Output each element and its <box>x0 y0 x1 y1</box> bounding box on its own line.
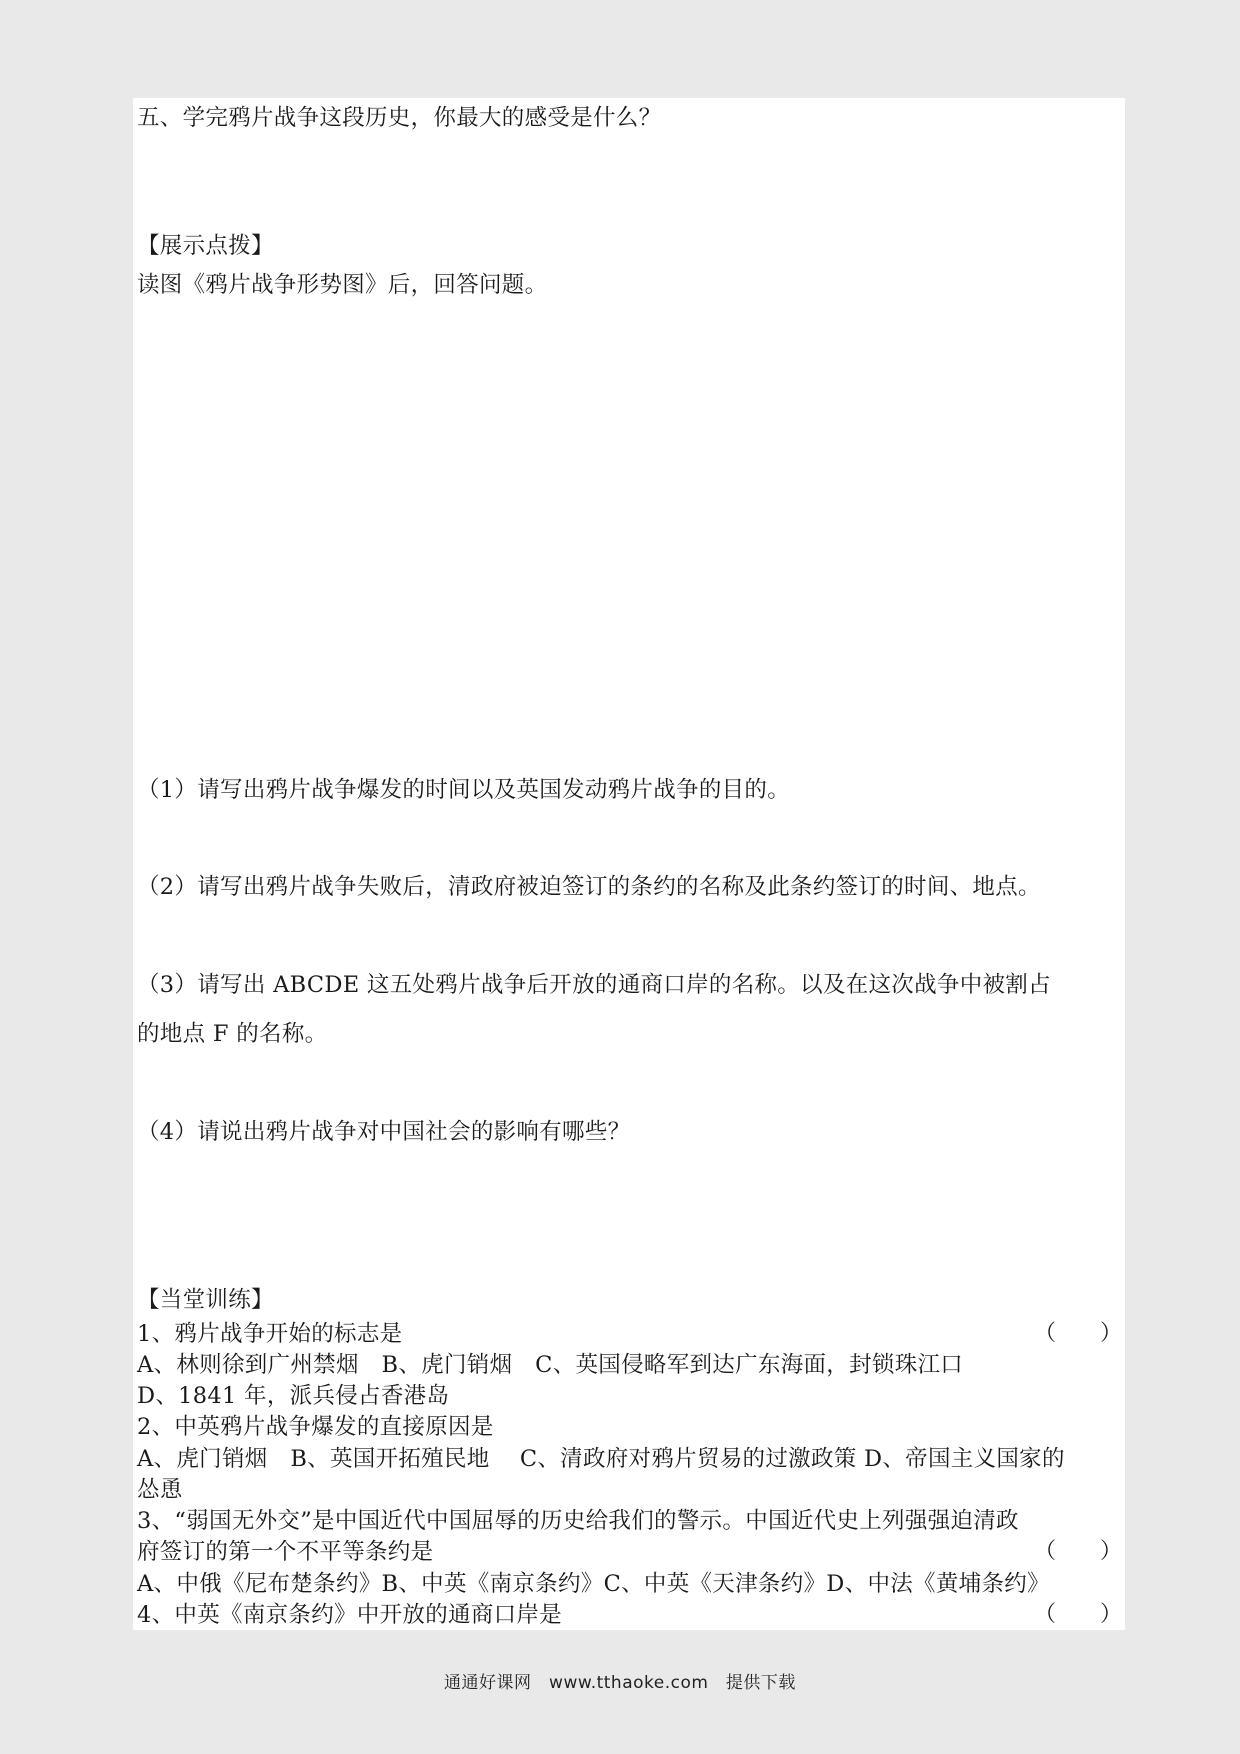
practice-item-3-options: A、中俄《尼布楚条约》B、中英《南京条约》C、中英《天津条约》D、中法《黄埔条约》 <box>137 1571 1050 1597</box>
practice-item-2-options: A、虎门销烟 B、英国开拓殖民地 C、清政府对鸦片贸易的过激政策 D、帝国主义国家的 <box>137 1446 1065 1472</box>
practice-item-1-options: A、林则徐到广州禁烟 B、虎门销烟 C、英国侵略军到达广东海面，封锁珠江口 <box>137 1352 964 1378</box>
map-question-2: （2）请写出鸦片战争失败后，清政府被迫签订的条约的名称及此条约签订的时间、地点。 <box>137 874 1041 900</box>
practice-item-2-options-2: 怂恿 <box>137 1477 183 1503</box>
map-question-3-line-2: 的地点 F 的名称。 <box>137 1021 328 1047</box>
practice-item-4-blank: （ ） <box>1034 1602 1123 1627</box>
practice-item-3-stem-2: 府签订的第一个不平等条约是 <box>137 1539 434 1565</box>
display-heading: 【展示点拨】 <box>137 233 274 259</box>
practice-item-1-stem: 1、鸦片战争开始的标志是 <box>137 1321 403 1347</box>
practice-item-3-stem-1: 3、“弱国无外交”是中国近代中国屈辱的历史给我们的警示。中国近代史上列强强迫清政 <box>137 1508 1019 1534</box>
practice-item-3-blank: （ ） <box>1034 1539 1123 1564</box>
practice-item-2-stem: 2、中英鸦片战争爆发的直接原因是 <box>137 1414 494 1440</box>
page-footer: 通通好课网 www.tthaoke.com 提供下载 <box>444 1673 796 1693</box>
practice-item-1-blank: （ ） <box>1034 1321 1123 1346</box>
practice-item-1-options-2: D、1841 年，派兵侵占香港岛 <box>137 1383 450 1409</box>
map-intro: 读图《鸦片战争形势图》后，回答问题。 <box>137 272 548 298</box>
practice-heading: 【当堂训练】 <box>137 1287 274 1313</box>
question-five: 五、学完鸦片战争这段历史，你最大的感受是什么？ <box>137 105 662 131</box>
map-question-4: （4）请说出鸦片战争对中国社会的影响有哪些？ <box>137 1119 631 1145</box>
map-question-3-line-1: （3）请写出 ABCDE 这五处鸦片战争后开放的通商口岸的名称。以及在这次战争中被割占 <box>137 972 1051 998</box>
practice-item-4-stem: 4、中英《南京条约》中开放的通商口岸是 <box>137 1602 563 1628</box>
map-question-1: （1）请写出鸦片战争爆发的时间以及英国发动鸦片战争的目的。 <box>137 777 791 803</box>
